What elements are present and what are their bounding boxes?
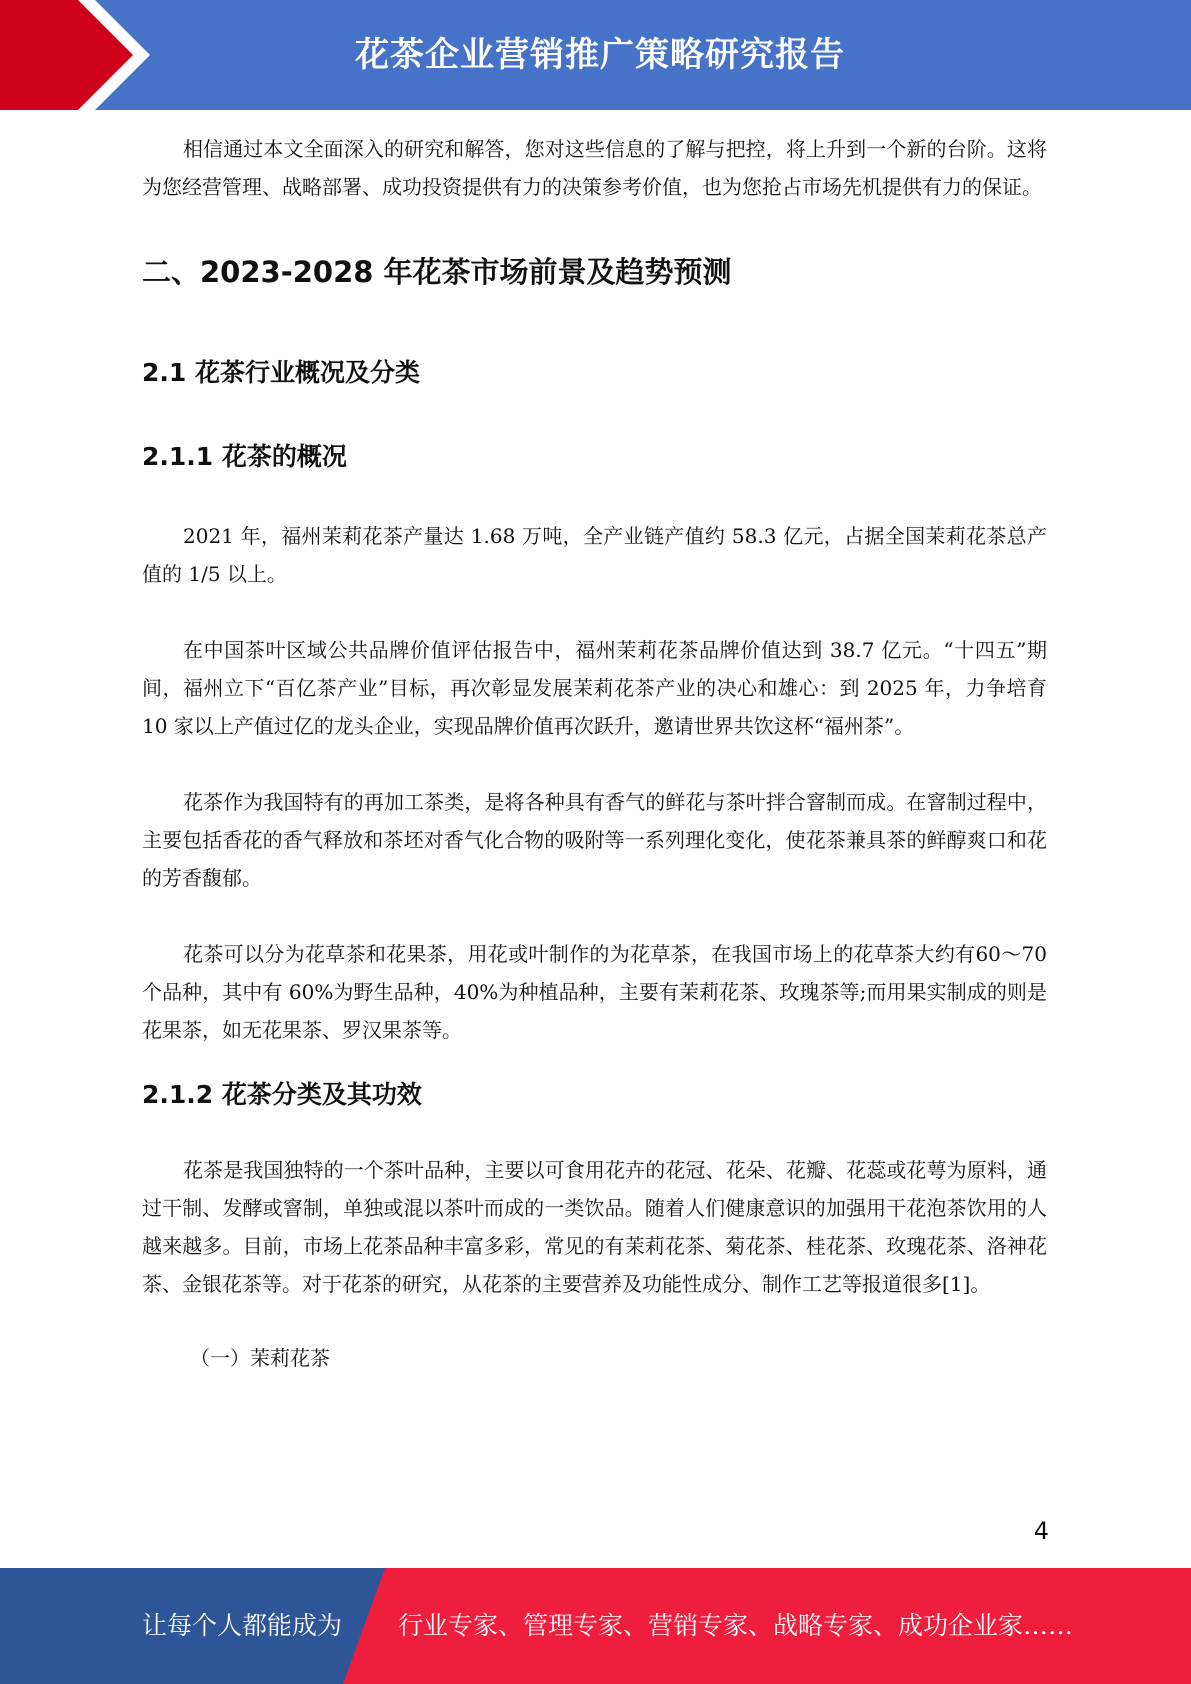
section-heading: 二、2023-2028 年花茶市场前景及趋势预测 (142, 255, 732, 289)
subsection-heading-2-1: 2.1 花茶行业概况及分类 (142, 358, 420, 387)
paragraph: 花茶作为我国特有的再加工茶类，是将各种具有香气的鲜花与茶叶拌合窨制而成。在窨制过程中，主要包括香花的香气释放和茶坯对香气化合物的吸附等一系列理化变化，使花茶兼具茶的鲜醇爽口和花的芳香馥郁。 (142, 790, 1047, 890)
report-title: 花茶企业营销推广策略研究报告 (355, 35, 845, 75)
paragraph: 2021 年，福州茉莉花茶产量达 1.68 万吨，全产业链产值约 58.3 亿元，占据全国茉莉花茶总产值的 1/5 以上。 (142, 524, 1047, 586)
paragraph: 花茶可以分为花草茶和花果茶，用花或叶制作的为花草茶，在我国市场上的花草茶大约有60～70 个品种，其中有 60%为野生品种，40%为种植品种，主要有茉莉花茶、玫瑰茶等;而用果实制成的则是花果茶，如无花果茶、罗汉果茶等。 (142, 942, 1047, 1042)
page-number: 4 (1033, 1517, 1049, 1545)
paragraph: 花茶是我国独特的一个茶叶品种，主要以可食用花卉的花冠、花朵、花瓣、花蕊或花萼为原料，通过干制、发酵或窨制，单独或混以茶叶而成的一类饮品。随着人们健康意识的加强用干花泡茶饮用的人越来越多。目前，市场上花茶品种丰富多彩，常见的有茉莉花茶、菊花茶、桂花茶、玫瑰花茶、洛神花茶、金银花茶等。对于花茶的研究，从花茶的主要营养及功能性成分、制作工艺等报道很多[1]。 (142, 1158, 1047, 1296)
subsection-heading-2-1-1: 2.1.1 花茶的概况 (142, 442, 347, 471)
intro-paragraph: 相信通过本文全面深入的研究和解答，您对这些信息的了解与把控，将上升到一个新的台阶。这将为您经营管理、战略部署、成功投资提供有力的决策参考价值，也为您抢占市场先机提供有力的保证。 (142, 137, 1047, 199)
footer-slogan-right: 行业专家、管理专家、营销专家、战略专家、成功企业家…… (398, 1611, 1074, 1640)
subsection-heading-2-1-2: 2.1.2 花茶分类及其功效 (142, 1080, 422, 1109)
page-header (0, 0, 1191, 110)
page-footer (0, 1568, 1191, 1684)
footer-slogan-left: 让每个人都能成为 (142, 1611, 343, 1640)
page-content (142, 130, 1047, 1377)
paragraph: 在中国茶叶区域公共品牌价值评估报告中，福州茉莉花茶品牌价值达到 38.7 亿元。“十四五”期间，福州立下“百亿茶产业”目标，再次彰显发展茉莉花茶产业的决心和雄心：到 2025 年，力争培育 10 家以上产值过亿的龙头企业，实现品牌价值再次跃升，邀请世界共饮这杯“福州茶”。 (142, 638, 1047, 738)
list-item: （一）茉莉花茶 (190, 1346, 330, 1370)
